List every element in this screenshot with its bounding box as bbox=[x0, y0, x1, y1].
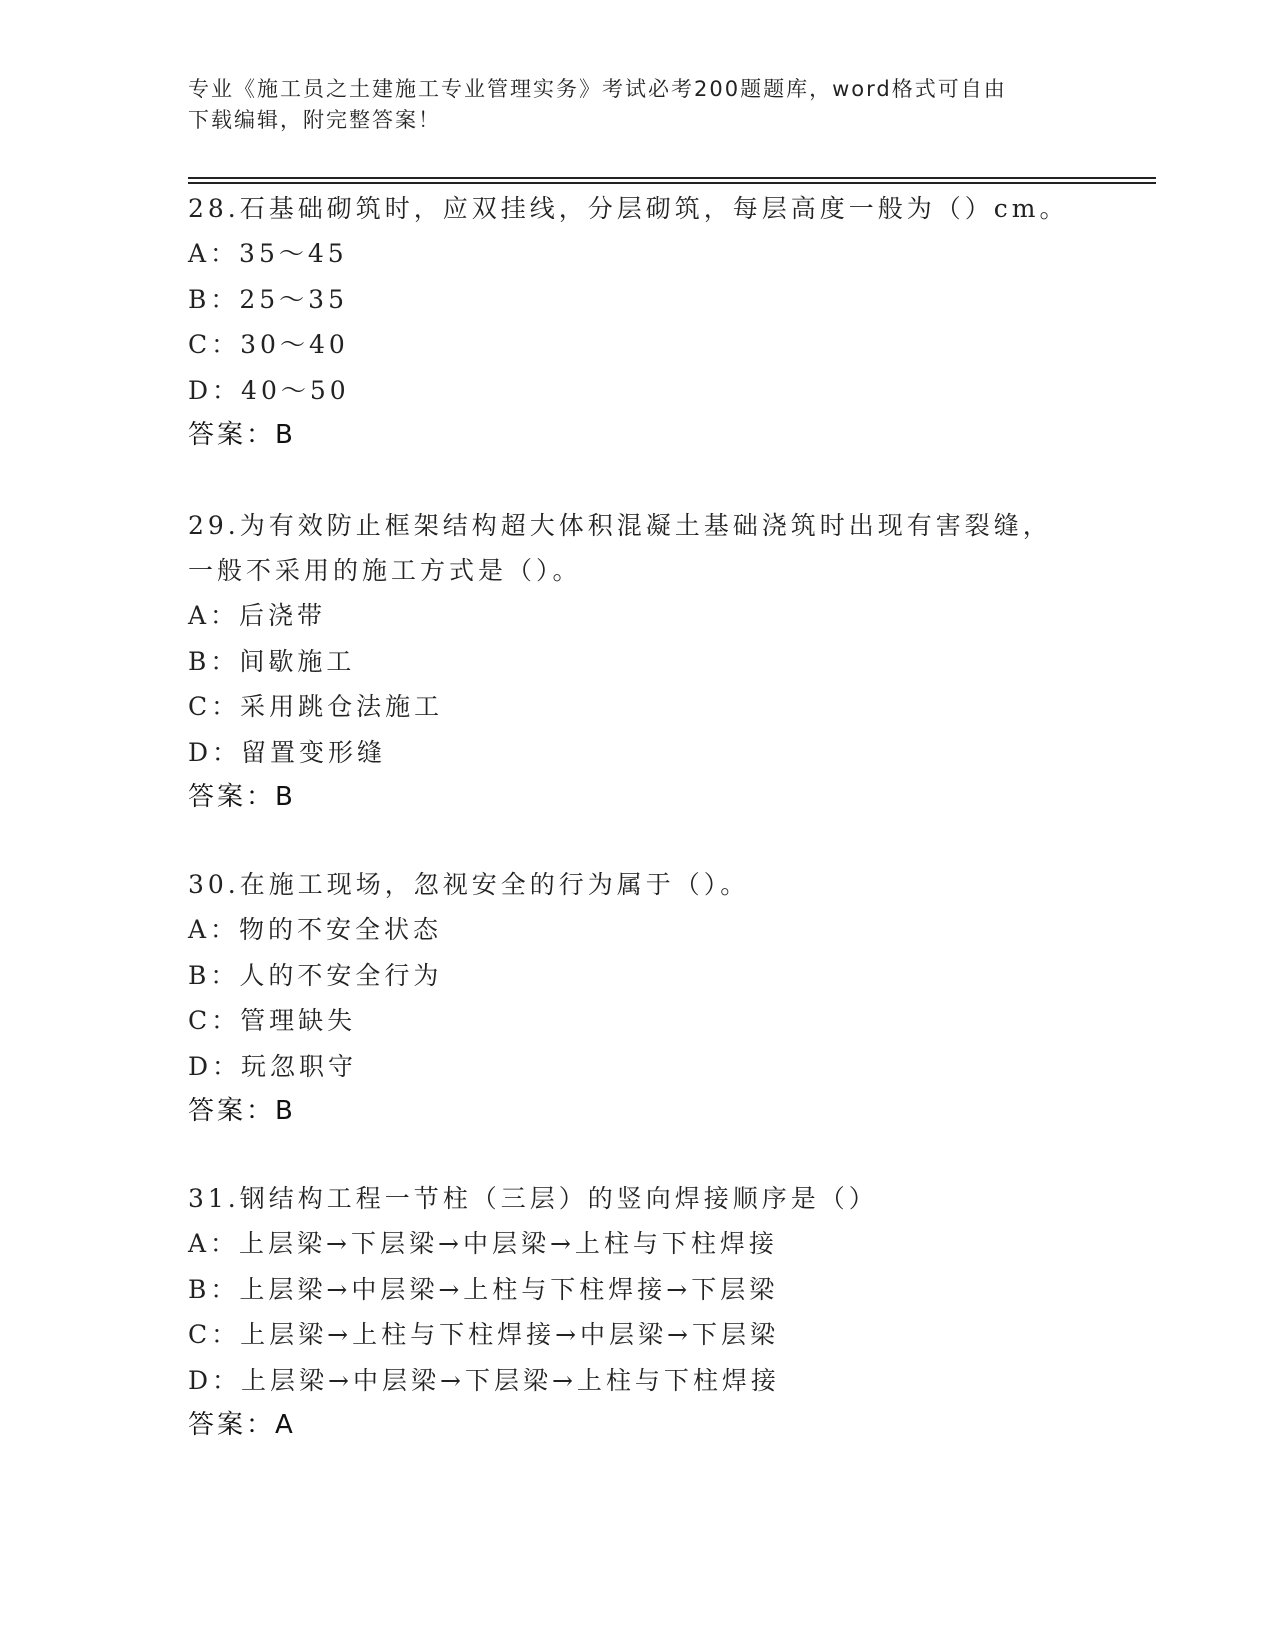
header-divider-top bbox=[188, 177, 1156, 179]
question-stem: 29.为有效防止框架结构超大体积混凝土基础浇筑时出现有害裂缝，一般不采用的施工方式是（）。 bbox=[188, 511, 1052, 585]
option-b: B：25～35 bbox=[188, 284, 348, 314]
answer-line bbox=[188, 1403, 1088, 1448]
question-stem: 30.在施工现场，忽视安全的行为属于（）。 bbox=[188, 870, 750, 899]
question-30 bbox=[188, 862, 1088, 1134]
answer-label: 答案： bbox=[188, 1410, 276, 1440]
option-b: B：人的不安全行为 bbox=[188, 960, 443, 990]
option-d: D：留置变形缝 bbox=[188, 737, 387, 767]
option-c: C：采用跳仓法施工 bbox=[188, 692, 444, 721]
option-d: D：玩忽职守 bbox=[188, 1051, 358, 1081]
answer-line bbox=[188, 1089, 1088, 1134]
question-31 bbox=[188, 1176, 1088, 1448]
option-b: B：上层梁→中层梁→上柱与下柱焊接→下层梁 bbox=[188, 1274, 779, 1304]
option-c: C：管理缺失 bbox=[188, 1006, 357, 1035]
question-29 bbox=[188, 503, 1068, 820]
option-a: A：后浇带 bbox=[188, 601, 327, 630]
question-stem: 28.石基础砌筑时，应双挂线，分层砌筑，每层高度一般为（）cm。 bbox=[188, 194, 1069, 223]
answer-line bbox=[188, 413, 1088, 458]
question-stem: 31.钢结构工程一节柱（三层）的竖向焊接顺序是（） bbox=[188, 1184, 878, 1213]
option-d: D：40～50 bbox=[188, 375, 350, 405]
answer-value: A bbox=[275, 1410, 294, 1440]
answer-line bbox=[188, 775, 1068, 820]
option-d: D：上层梁→中层梁→下层梁→上柱与下柱焊接 bbox=[188, 1365, 780, 1395]
document-header bbox=[188, 74, 1068, 136]
option-a: A：35～45 bbox=[188, 239, 348, 268]
answer-value: B bbox=[275, 782, 294, 812]
option-b: B：间歇施工 bbox=[188, 646, 356, 676]
header-divider-bottom bbox=[188, 182, 1156, 184]
answer-label: 答案： bbox=[188, 1096, 276, 1126]
answer-label: 答案： bbox=[188, 420, 276, 450]
question-28 bbox=[188, 186, 1088, 458]
answer-value: B bbox=[275, 420, 294, 450]
answer-label: 答案： bbox=[188, 782, 276, 812]
option-a: A：上层梁→下层梁→中层梁→上柱与下柱焊接 bbox=[188, 1229, 778, 1258]
answer-value: B bbox=[275, 1096, 294, 1126]
header-line-1: 专业《施工员之土建施工专业管理实务》考试必考200题题库，word格式可自由 bbox=[188, 77, 1007, 101]
header-line-2: 下载编辑，附完整答案！ bbox=[188, 108, 441, 132]
option-c: C：上层梁→上柱与下柱焊接→中层梁→下层梁 bbox=[188, 1320, 779, 1349]
option-a: A：物的不安全状态 bbox=[188, 915, 443, 944]
option-c: C：30～40 bbox=[188, 330, 349, 359]
